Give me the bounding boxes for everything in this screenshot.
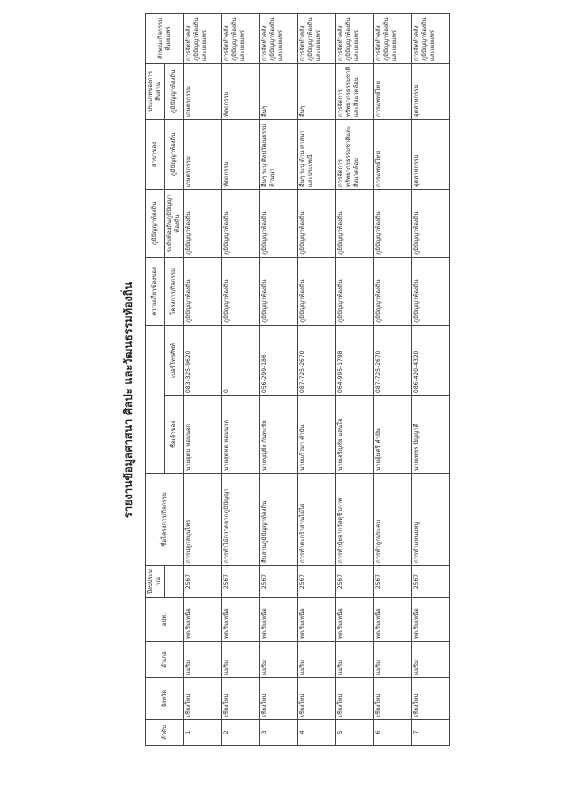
- cell-org: ทต.ริมเหนือ: [336, 598, 374, 642]
- cell-phone: 056-299-186: [260, 326, 298, 396]
- rotated-report-sheet: [117, 17, 449, 746]
- cell-relevance: ภูมิปัญญาท้องถิ่น: [298, 258, 336, 326]
- cell-no: 5: [336, 720, 374, 746]
- cell-project: การทำปุ๋ยจากวัสดุชีวภาพ: [336, 474, 374, 566]
- cell-relevance: ภูมิปัญญาท้องถิ่น: [336, 258, 374, 326]
- cell-no: 4: [298, 720, 336, 746]
- header-contact-group: [146, 326, 165, 474]
- cell-district: แม่ริม: [374, 642, 412, 678]
- cell-name: นายเพชร ปัญญาดี: [412, 396, 450, 474]
- cell-no: 3: [260, 720, 298, 746]
- cell-district: แม่ริม: [336, 642, 374, 678]
- cell-note: การจัดทำคลังภูมิปัญญาท้องถิ่น และเผยแพร่: [298, 14, 336, 64]
- cell-relevance: ภูมิปัญญาท้องถิ่น: [222, 258, 260, 326]
- cell-year: 2567: [184, 566, 222, 598]
- header-district: อำเภอ: [146, 642, 184, 678]
- table-row: [298, 14, 336, 746]
- cell-phone: 0: [222, 326, 260, 396]
- header-relevance-group: ความเกี่ยวข้องของ: [146, 258, 165, 326]
- cell-category: อุตสาหกรรม: [412, 64, 450, 120]
- cell-name: นายอุดม หอมนอก: [184, 396, 222, 474]
- header-category-group: ประเภทของการสืบสาน: [146, 64, 165, 120]
- cell-wisdom: ภูมิปัญญาท้องถิ่น: [184, 190, 222, 258]
- cell-project: การทำแหนมหมู: [412, 474, 450, 566]
- cell-province: เชียงใหม่: [260, 678, 298, 720]
- cell-org: ทต.ริมเหนือ: [222, 598, 260, 642]
- cell-no: 6: [374, 720, 412, 746]
- cell-province: เชียงใหม่: [184, 678, 222, 720]
- cell-no: 2: [222, 720, 260, 746]
- cell-project: การทำไม้กวาดจากภูมิปัญญา: [222, 474, 260, 566]
- header-category-sub: ภูมิปัญญาท้องถิ่น: [165, 64, 184, 120]
- header-contact-name: ชื่อเจ้าของ: [165, 396, 184, 474]
- cell-org: ทต.ริมเหนือ: [412, 598, 450, 642]
- header-phone: เบอร์โทรศัพท์: [165, 326, 184, 396]
- cell-relevance: ภูมิปัญญาท้องถิ่น: [374, 258, 412, 326]
- cell-phone: 086-420-4320: [412, 326, 450, 396]
- table-row: [184, 14, 222, 746]
- cell-year: 2567: [412, 566, 450, 598]
- table-row: [260, 14, 298, 746]
- header-wisdom-type: ระดับท้องถิ่นภูมิปัญญาท้องถิ่น: [165, 190, 184, 258]
- cell-wisdom: ภูมิปัญญาท้องถิ่น: [374, 190, 412, 258]
- header-wisdom-group: ภูมิปัญญาท้องถิ่น: [146, 190, 165, 258]
- cell-field: การแพทย์ไทย: [374, 120, 412, 190]
- cell-province: เชียงใหม่: [412, 678, 450, 720]
- header-relevance-project: โครงการ/กิจกรรม: [165, 258, 184, 326]
- cell-district: แม่ริม: [260, 642, 298, 678]
- table-row: [222, 14, 260, 746]
- cell-name: นายอุ้มศรี คำปัน: [374, 396, 412, 474]
- cell-year: 2567: [222, 566, 260, 598]
- cell-phone: 087-725-2670: [298, 326, 336, 396]
- cell-district: แม่ริม: [184, 642, 222, 678]
- header-project-name: ชื่อโครงการ/กิจกรรม: [146, 474, 184, 566]
- cell-project: สืบสานภูมิปัญญาท้องถิ่น: [260, 474, 298, 566]
- cell-note: การจัดทำคลังภูมิปัญญาท้องถิ่น และเผยแพร่: [184, 14, 222, 64]
- cell-category: อื่นๆ: [260, 64, 298, 120]
- cell-phone: 083-325-9620: [184, 326, 222, 396]
- cell-field: หัตถกรรม: [222, 120, 260, 190]
- cell-province: เชียงใหม่: [298, 678, 336, 720]
- header-province: จังหวัด: [146, 678, 184, 720]
- cell-district: แม่ริม: [222, 642, 260, 678]
- cell-name: นายสุดทด หอมนวล: [222, 396, 260, 474]
- header-org: อปท.: [146, 598, 184, 642]
- cell-phone: 087-725-2670: [374, 326, 412, 396]
- cell-year: 2567: [336, 566, 374, 598]
- report-table: [145, 13, 450, 746]
- cell-phone: 064-995-1798: [336, 326, 374, 396]
- cell-category: อื่นๆ: [298, 64, 336, 120]
- cell-wisdom: ภูมิปัญญาท้องถิ่น: [298, 190, 336, 258]
- cell-note: การจัดทำคลังภูมิปัญญาท้องถิ่น และเผยแพร่: [412, 14, 450, 64]
- cell-field: เกษตรกรรม: [184, 120, 222, 190]
- cell-wisdom: ภูมิปัญญาท้องถิ่น: [412, 190, 450, 258]
- header-no: ลำดับ: [146, 720, 184, 746]
- cell-note: การจัดทำคลังภูมิปัญญาท้องถิ่น และเผยแพร่: [222, 14, 260, 64]
- header-budget-year-sub: [165, 566, 184, 598]
- cell-name: นายบุญยิ่ง กันทะชัย: [260, 396, 298, 474]
- report-title: รายงานข้อมูลศาสนา ศิลปะ และวัฒนธรรมท้องถิ่น: [122, 281, 135, 519]
- cell-org: ทต.ริมเหนือ: [374, 598, 412, 642]
- cell-category: เกษตรกรรม: [184, 64, 222, 120]
- cell-category: การแพทย์ไทย: [374, 64, 412, 120]
- cell-district: แม่ริม: [298, 642, 336, 678]
- cell-relevance: ภูมิปัญญาท้องถิ่น: [412, 258, 450, 326]
- cell-year: 2567: [374, 566, 412, 598]
- cell-note: การจัดทำคลังภูมิปัญญาท้องถิ่น และเผยแพร่: [260, 14, 298, 64]
- cell-org: ทต.ริมเหนือ: [184, 598, 222, 642]
- cell-category: การจัดการทรัพยากรธรรมชาติและสิ่งแวดล้อม: [336, 64, 374, 120]
- cell-wisdom: ภูมิปัญญาท้องถิ่น: [336, 190, 374, 258]
- cell-no: 7: [412, 720, 450, 746]
- cell-field: อุตสาหกรรม: [412, 120, 450, 190]
- cell-project: การทำลูกประคบ: [374, 474, 412, 566]
- cell-relevance: ภูมิปัญญาท้องถิ่น: [260, 258, 298, 326]
- header-note: ลักษณะกิจกรรมที่เผยแพร่: [146, 14, 184, 64]
- cell-relevance: ภูมิปัญญาท้องถิ่น: [184, 258, 222, 326]
- cell-category: หัตถกรรม: [222, 64, 260, 120]
- cell-wisdom: ภูมิปัญญาท้องถิ่น: [260, 190, 298, 258]
- cell-note: การจัดทำคลังภูมิปัญญาท้องถิ่น และเผยแพร่: [374, 14, 412, 64]
- cell-province: เชียงใหม่: [222, 678, 260, 720]
- cell-org: ทต.ริมเหนือ: [260, 598, 298, 642]
- cell-name: นายเจริญชัย แสนใจ: [336, 396, 374, 474]
- cell-field: อื่นๆ ระบุ ด้าน ศาสนาและประเพณี: [298, 120, 336, 190]
- cell-year: 2567: [298, 566, 336, 598]
- table-row: [374, 14, 412, 746]
- cell-district: แม่ริม: [412, 642, 450, 678]
- cell-org: ทต.ริมเหนือ: [298, 598, 336, 642]
- cell-field: อื่นๆ ระบุ ศิลปวัฒนธรรม ล้านนา: [260, 120, 298, 190]
- cell-year: 2567: [260, 566, 298, 598]
- cell-project: การปลูกสมุนไพร: [184, 474, 222, 566]
- header-budget-year: ปีงบประมาณ: [146, 566, 165, 598]
- cell-name: นายแก้วมา คำปัน: [298, 396, 336, 474]
- cell-province: เชียงใหม่: [336, 678, 374, 720]
- header-field-sub: ภูมิปัญญาท้องถิ่น: [165, 120, 184, 190]
- cell-province: เชียงใหม่: [374, 678, 412, 720]
- cell-note: การจัดทำคลังภูมิปัญญาท้องถิ่น และเผยแพร่: [336, 14, 374, 64]
- cell-no: 1: [184, 720, 222, 746]
- table-row: [336, 14, 374, 746]
- cell-field: การจัดการทรัพยากรธรรมชาติและสิ่งแวดล้อม: [336, 120, 374, 190]
- cell-project: การทำตะกร้าสานไม้ไผ่: [298, 474, 336, 566]
- table-row: [412, 14, 450, 746]
- header-field-group: สาขาของ: [146, 120, 165, 190]
- cell-wisdom: ภูมิปัญญาท้องถิ่น: [222, 190, 260, 258]
